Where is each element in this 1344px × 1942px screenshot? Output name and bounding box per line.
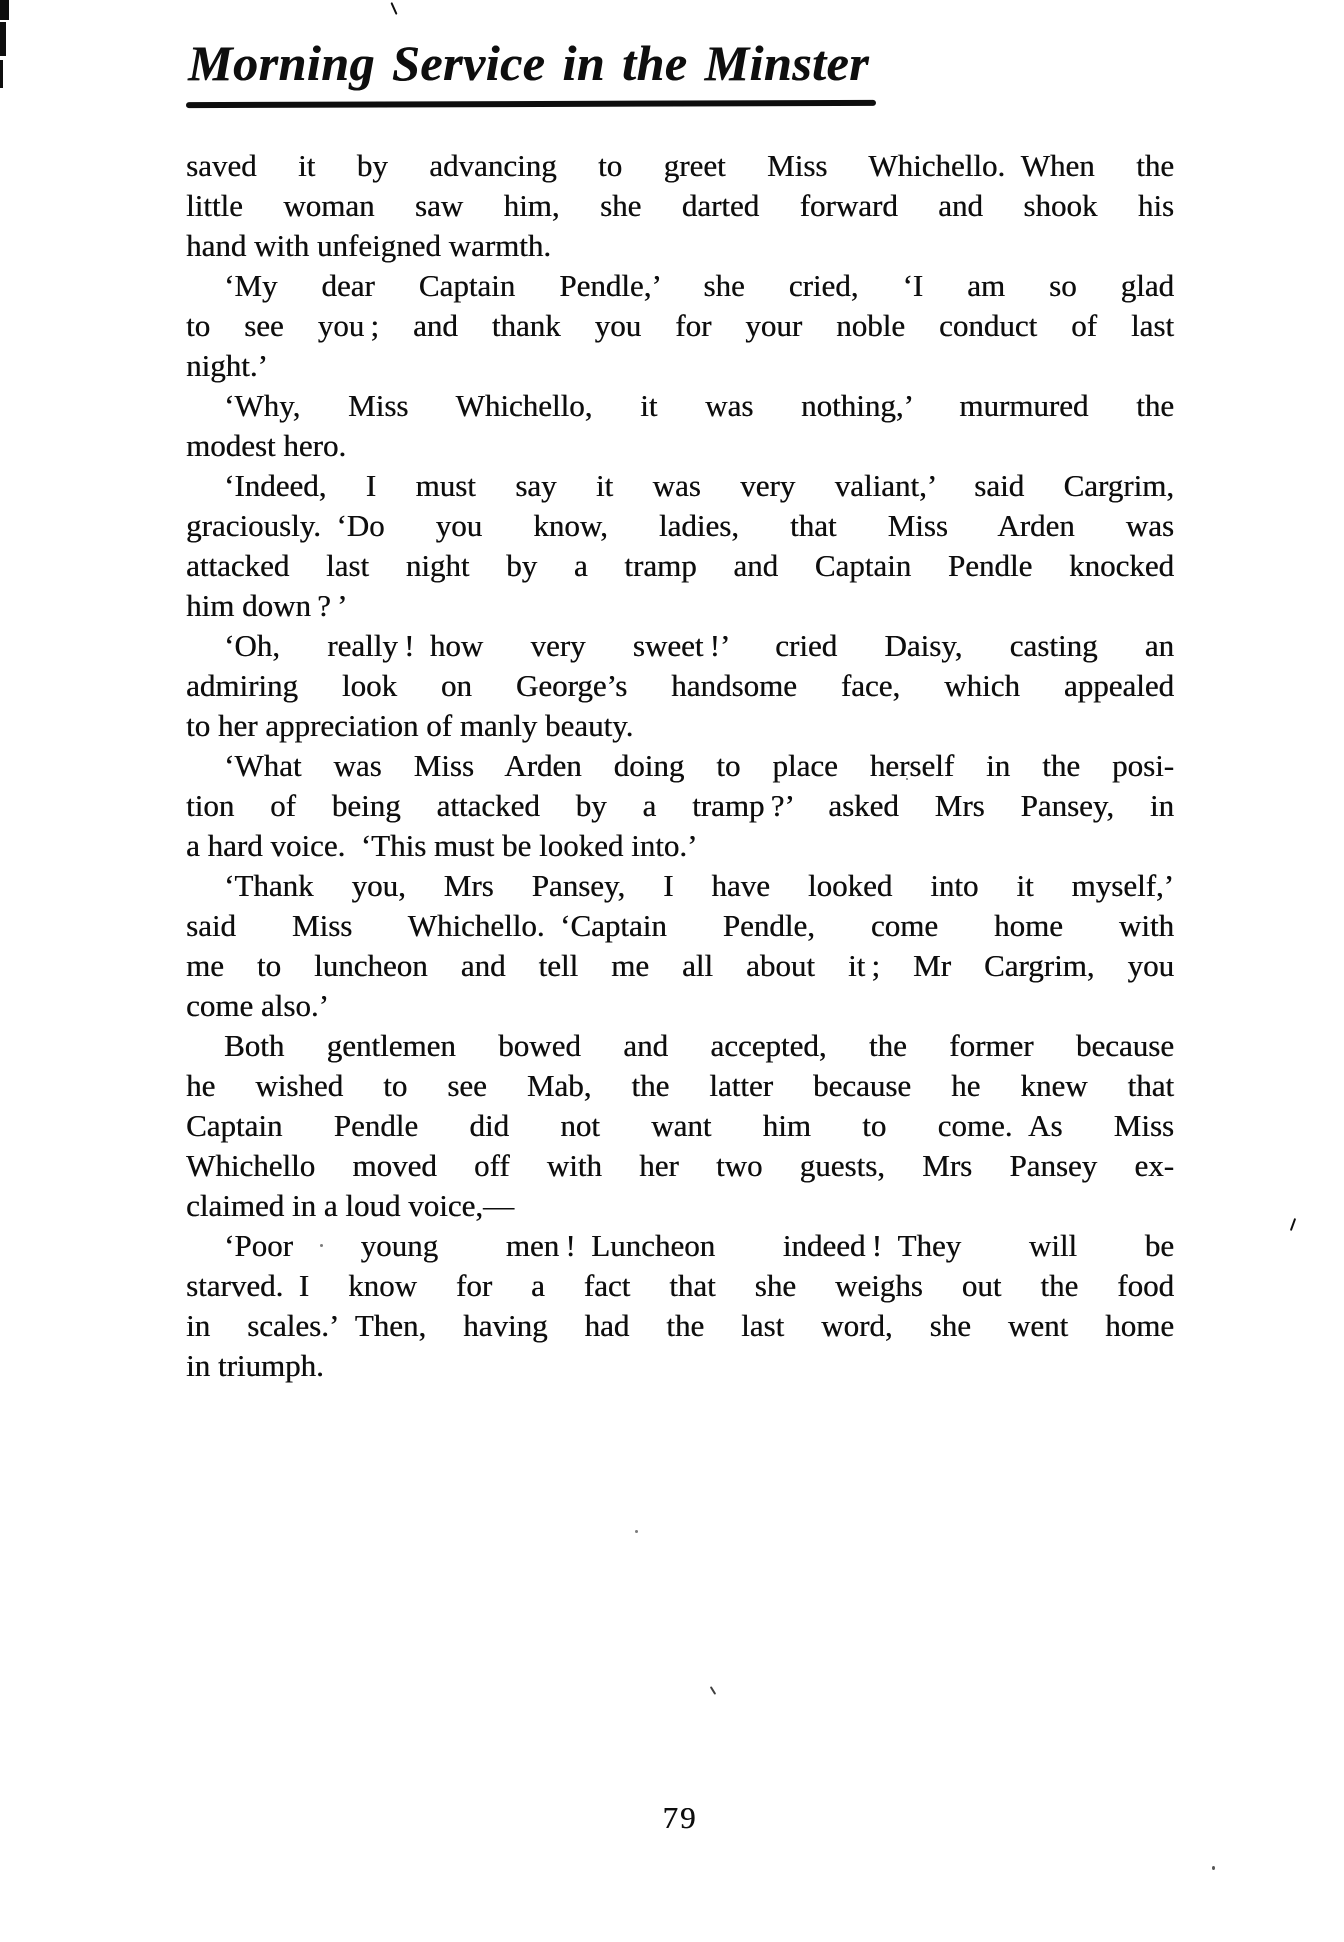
scan-artifact-speck xyxy=(710,1686,716,1695)
text-line: ‘Indeed, I must say it was very valiant,’ said Cargrim, xyxy=(224,468,1174,503)
text-line: ‘What was Miss Arden doing to place herself in the posi- xyxy=(224,748,1174,783)
text-line: ‘Thank you, Mrs Pansey, I have looked into it myself,’ xyxy=(224,868,1174,903)
page-number: 79 xyxy=(662,1800,698,1835)
text-line: said Miss Whichello. ‘Captain Pendle, come home with xyxy=(186,908,1174,943)
text-line: graciously. ‘Do you know, ladies, that Miss Arden was xyxy=(186,508,1174,543)
text-line: ‘Why, Miss Whichello, it was nothing,’ murmured the xyxy=(224,388,1174,423)
paragraph xyxy=(186,146,1174,266)
page-body xyxy=(186,146,1174,1386)
text-line: ‘Poor young men ! Luncheon indeed ! They will be xyxy=(224,1228,1174,1263)
paragraph xyxy=(186,386,1174,466)
paragraph xyxy=(186,1026,1174,1226)
text-line: in triumph. xyxy=(186,1348,324,1383)
text-line: Whichello moved off with her two guests, Mrs Pansey ex- xyxy=(186,1148,1174,1183)
paragraph xyxy=(186,266,1174,386)
text-line: attacked last night by a tramp and Captain Pendle knocked xyxy=(186,548,1174,583)
text-line: starved. I know for a fact that she weighs out the food xyxy=(186,1268,1174,1303)
text-line: hand with unfeigned warmth. xyxy=(186,228,552,263)
scan-artifact-speck xyxy=(1290,1218,1296,1231)
text-line: to her appreciation of manly beauty. xyxy=(186,708,634,743)
text-line: he wished to see Mab, the latter because he knew that xyxy=(186,1068,1174,1103)
text-line: tion of being attacked by a tramp ?’ asked Mrs Pansey, in xyxy=(186,788,1174,823)
paragraph xyxy=(186,866,1174,1026)
scan-artifact-edge xyxy=(0,0,9,20)
scan-artifact-edge xyxy=(0,60,3,88)
text-line: Both gentlemen bowed and accepted, the former because xyxy=(224,1028,1174,1063)
paragraph xyxy=(186,746,1174,866)
text-line: saved it by advancing to greet Miss Whichello. When the xyxy=(186,148,1174,183)
running-head-title: Morning Service in the Minster xyxy=(188,35,870,91)
text-line: ‘My dear Captain Pendle,’ she cried, ‘I am so glad xyxy=(224,268,1174,303)
text-line: ‘Oh, really ! how very sweet !’ cried Daisy, casting an xyxy=(224,628,1174,663)
paragraph xyxy=(186,1226,1174,1386)
text-line: come also.’ xyxy=(186,988,329,1023)
text-line: night.’ xyxy=(186,348,268,383)
text-line: claimed in a loud voice,— xyxy=(186,1188,514,1223)
text-line: in scales.’ Then, having had the last word, she went home xyxy=(186,1308,1174,1343)
text-line: him down ? ’ xyxy=(186,588,348,623)
text-line: me to luncheon and tell me all about it ; Mr Cargrim, you xyxy=(186,948,1174,983)
scan-artifact-edge xyxy=(0,22,6,56)
running-head-rule xyxy=(186,100,876,108)
paragraph xyxy=(186,466,1174,626)
text-line: to see you ; and thank you for your noble conduct of last xyxy=(186,308,1174,343)
scan-artifact-speck xyxy=(635,1530,638,1533)
text-line: admiring look on George’s handsome face, which appealed xyxy=(186,668,1174,703)
text-line: modest hero. xyxy=(186,428,347,463)
paragraph xyxy=(186,626,1174,746)
scan-artifact-speck xyxy=(1212,1866,1215,1870)
text-line: little woman saw him, she darted forward and shook his xyxy=(186,188,1174,223)
text-line: Captain Pendle did not want him to come. As Miss xyxy=(186,1108,1174,1143)
scan-artifact-speck xyxy=(390,2,397,15)
text-line: a hard voice. ‘This must be looked into.’ xyxy=(186,828,698,863)
